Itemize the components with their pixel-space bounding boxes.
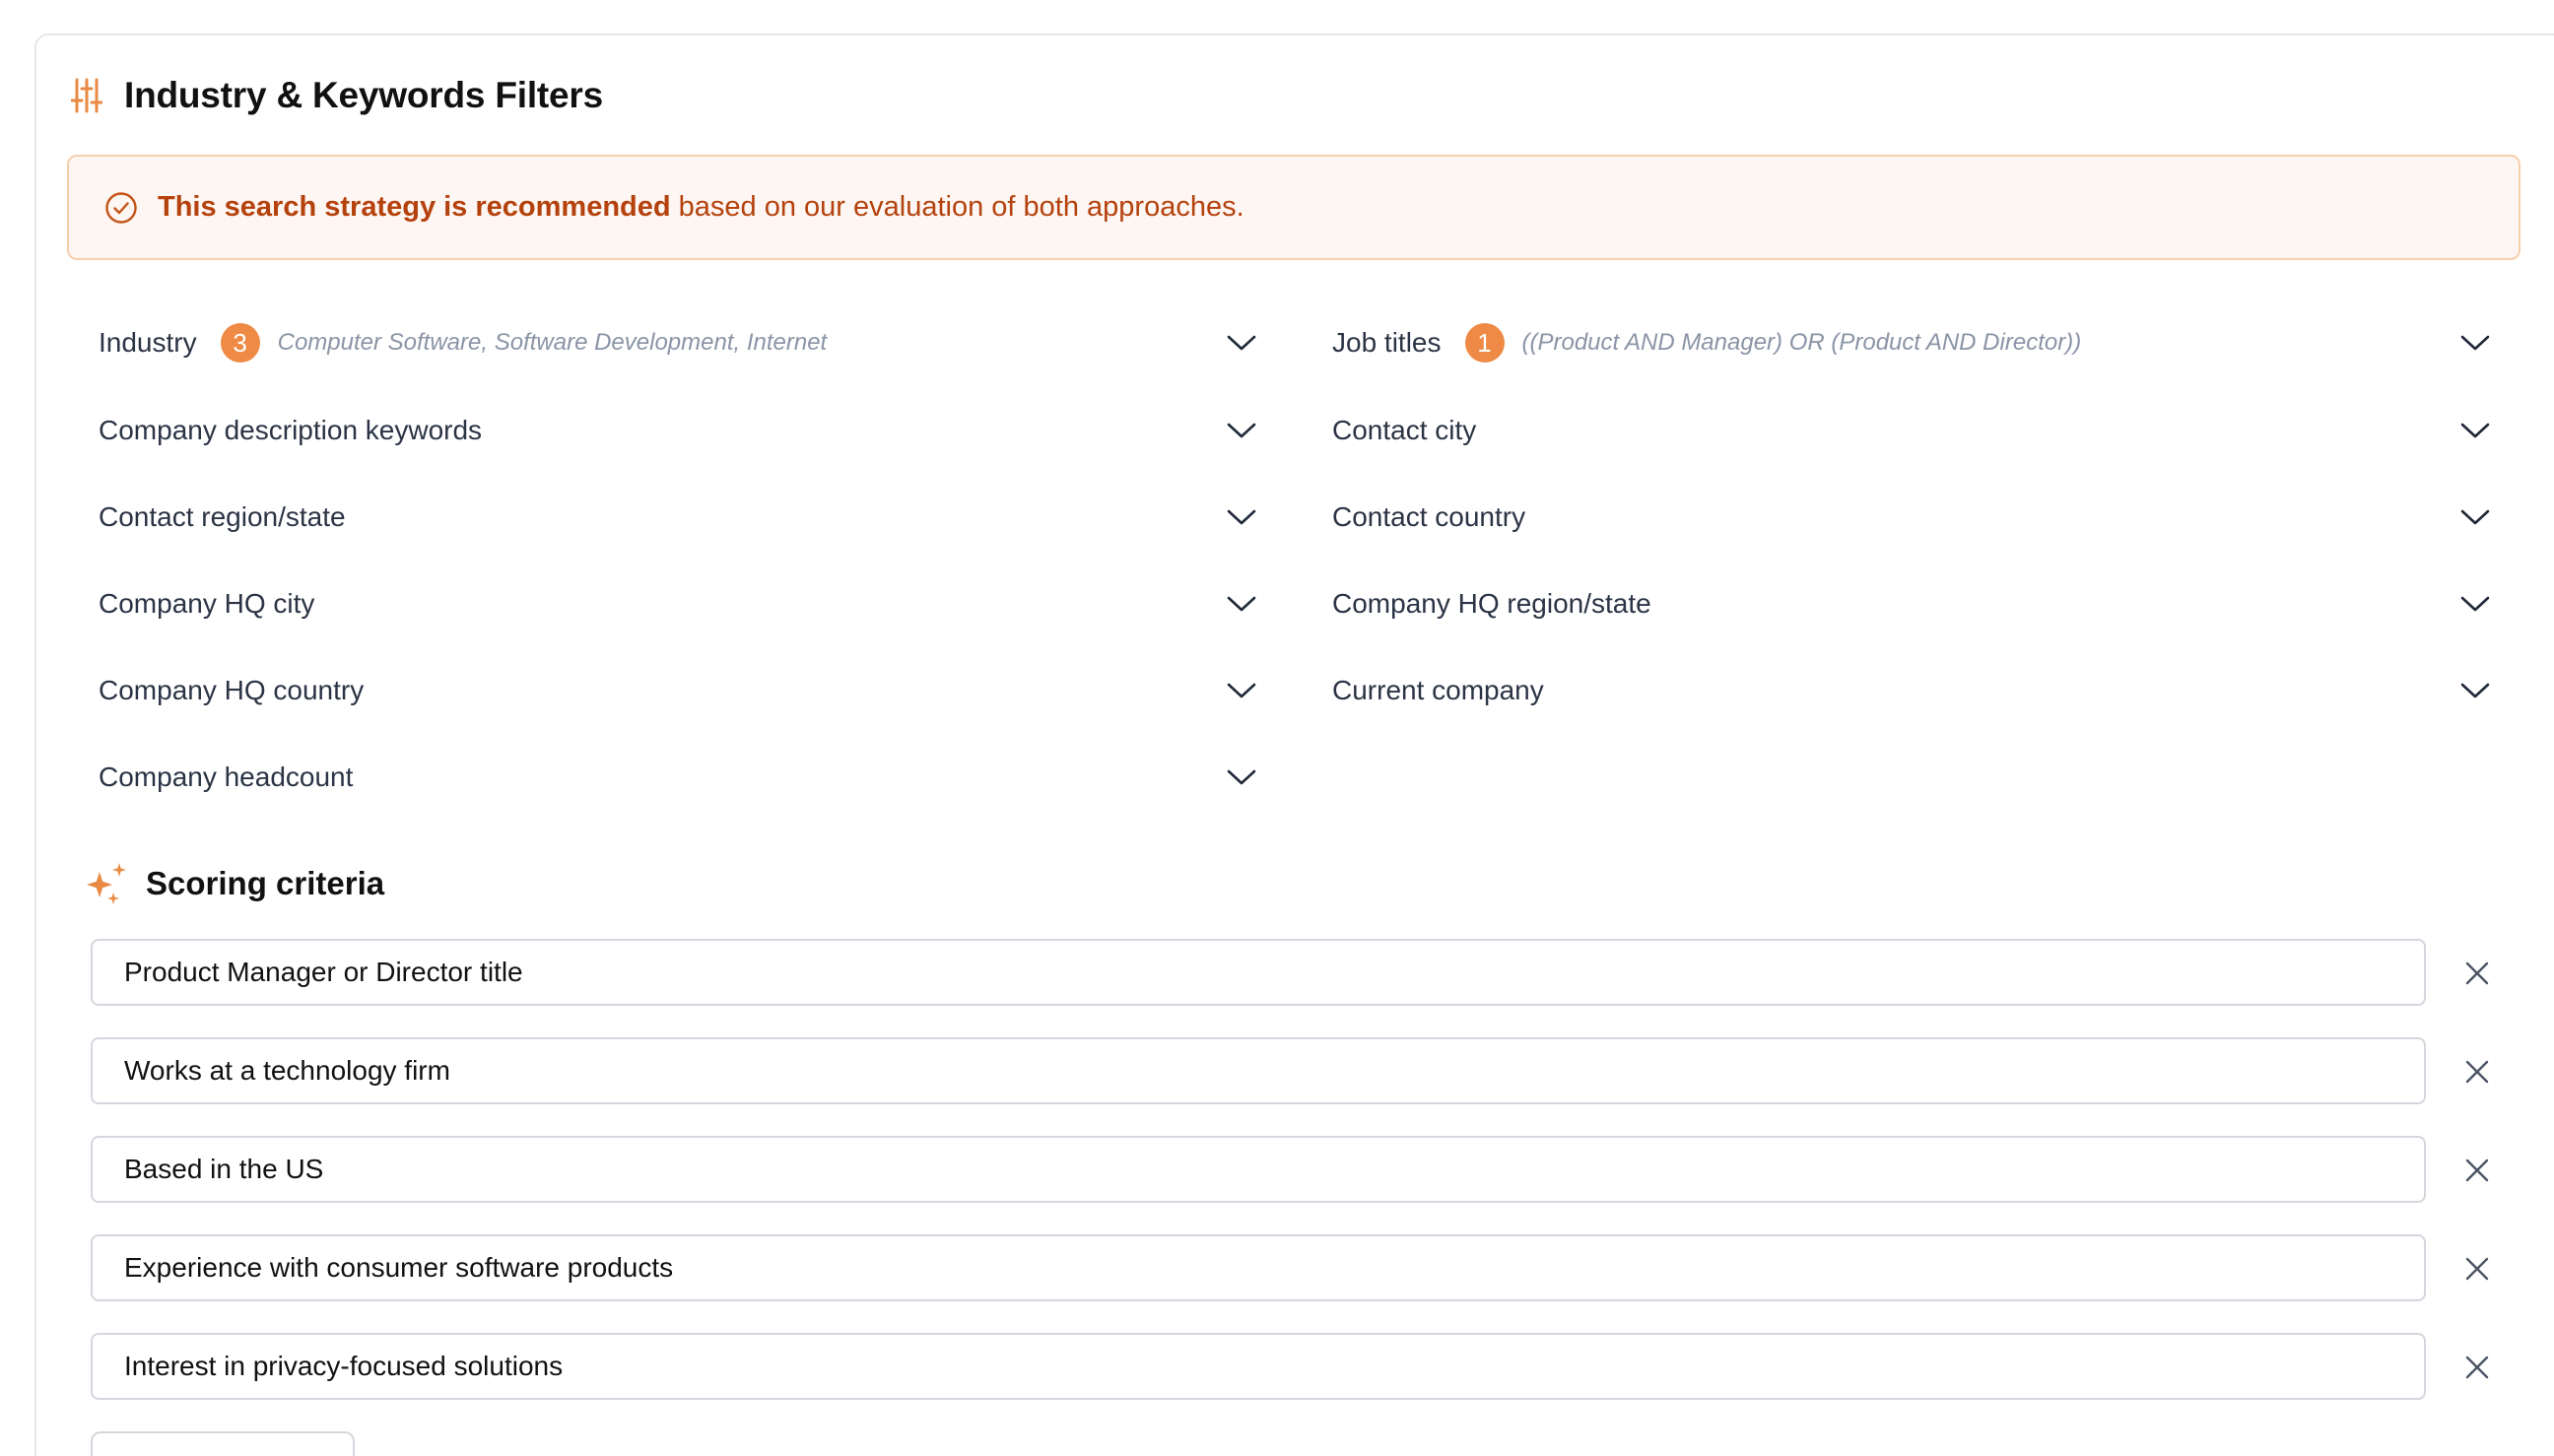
chevron-down-icon[interactable] [1224,313,1259,372]
close-icon[interactable] [2457,1249,2497,1289]
scoring-header [83,859,384,908]
filter-current-company[interactable] [1332,661,2495,720]
recommendation-banner [67,155,2520,260]
chevron-down-icon[interactable] [2457,661,2493,720]
chevron-down-icon[interactable] [1224,661,1259,720]
close-icon[interactable] [2457,954,2497,993]
banner-body-text: based on our evaluation of both approaches. [670,191,1244,223]
filter-label: Current company [1332,675,1544,705]
criterion-input[interactable]: Product Manager or Director title [91,939,2426,1006]
filter-company-hq-region-state[interactable] [1332,574,2495,633]
filter-job-titles[interactable] [1332,313,2495,372]
banner-message [158,191,1244,224]
filter-label: Company headcount [99,761,354,792]
chevron-down-icon[interactable] [2457,488,2493,547]
banner-strong-text: This search strategy is recommended [158,191,671,223]
close-icon[interactable] [2457,1151,2497,1190]
filter-contact-country[interactable] [1332,488,2495,547]
filter-label: Company HQ region/state [1332,588,1651,619]
filter-company-hq-city[interactable] [99,574,1261,633]
filter-label: Company description keywords [99,415,483,445]
chevron-down-icon[interactable] [1224,574,1259,633]
filter-label: Company HQ country [99,675,365,705]
filter-label: Contact region/state [99,501,346,532]
close-icon[interactable] [2457,1052,2497,1092]
chevron-down-icon[interactable] [1224,748,1259,807]
scoring-title: Scoring criteria [146,865,385,901]
add-criterion-button[interactable] [91,1431,355,1456]
chevron-down-icon[interactable] [1224,488,1259,547]
chevron-down-icon[interactable] [1224,401,1259,460]
check-circle-icon [104,191,138,225]
filter-label: Industry [99,327,197,358]
filter-count-badge: 1 [1465,323,1505,363]
chevron-down-icon[interactable] [2457,313,2493,372]
criterion-input[interactable]: Works at a technology firm [91,1037,2426,1104]
filter-company-description-keywords[interactable] [99,401,1261,460]
chevron-down-icon[interactable] [2457,401,2493,460]
section-header [71,71,603,120]
sparkles-icon [83,860,130,907]
filter-company-hq-country[interactable] [99,661,1261,720]
sliders-icon [71,77,102,114]
filter-contact-region-state[interactable] [99,488,1261,547]
filter-count-badge: 3 [221,323,260,363]
filter-label: Contact city [1332,415,1477,445]
chevron-down-icon[interactable] [2457,574,2493,633]
filter-company-headcount[interactable] [99,748,1261,807]
filter-label: Contact country [1332,501,1526,532]
close-icon[interactable] [2457,1348,2497,1387]
criterion-input[interactable]: Experience with consumer software products [91,1234,2426,1301]
criterion-input[interactable]: Interest in privacy-focused solutions [91,1333,2426,1400]
filter-industry[interactable] [99,313,1261,372]
section-title: Industry & Keywords Filters [124,75,603,115]
filter-summary: ((Product AND Manager) OR (Product AND Director)) [1521,329,2082,356]
filter-label: Job titles [1332,327,1442,358]
filter-contact-city[interactable] [1332,401,2495,460]
filter-summary: Computer Software, Software Development, Internet [277,329,828,356]
filter-label: Company HQ city [99,588,315,619]
criterion-input[interactable]: Based in the US [91,1136,2426,1203]
